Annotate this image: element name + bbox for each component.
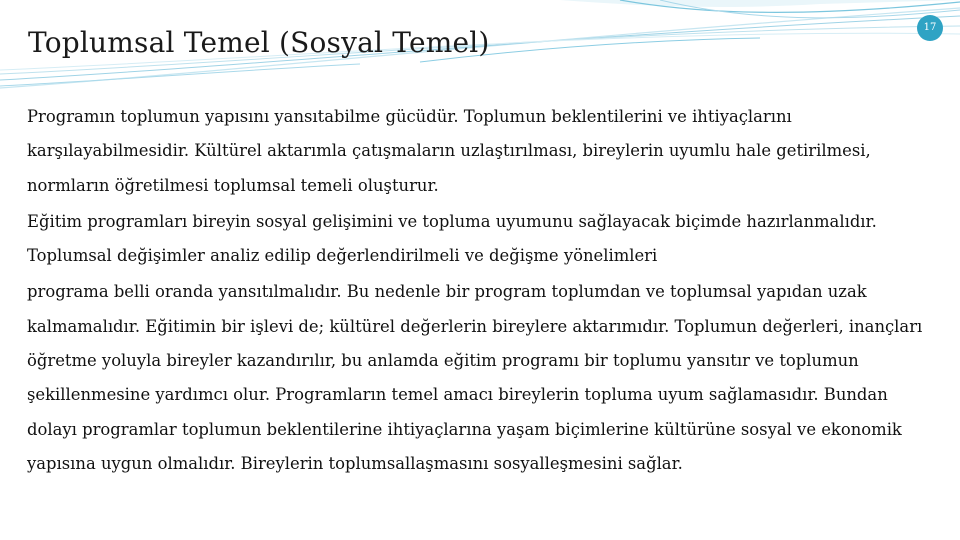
paragraph-2: Eğitim programları bireyin sosyal gelişimini ve topluma uyumunu sağlayacak biçimde hazırlanmalıdır. Toplumsal değişimler analiz edilip değerlendirilmeli ve değişme yönelimleri [27,211,877,266]
slide-title: Toplumsal Temel (Sosyal Temel) [28,26,490,59]
paragraph-1: Programın toplumun yapısını yansıtabilme gücüdür. Toplumun beklentilerini ve ihtiyaçlarını karşılayabilmesidir. Kültürel aktarımla çatışmaların uzlaştırılması, bireylerin uyumlu hale getirilmesi, normların öğretilmesi toplumsal temeli oluşturur. [27,107,871,195]
paragraph-3: programa belli oranda yansıtılmalıdır. Bu nedenle bir program toplumdan ve toplumsal yapıdan uzak kalmamalıdır. Eğitimin bir işlevi de; kültürel değerlerin bireylere aktarımıdır. Toplumun değerleri, inançları öğretme yoluyla bireyler kazandırılır, bu anlamda eğitim programı bir toplumu yansıtır ve toplumun şekillenmesine yardımcı olur. Programların temel amacı bireylerin topluma uyum sağlamasıdır. Bundan dolayı programlar toplumun beklentilerine ihtiyaçlarına yaşam biçimlerine kültürüne sosyal ve ekonomik yapısına uygun olmalıdır. Bireylerin toplumsallaşmasını sosyalleşmesini sağlar. [27,282,923,473]
slide-body [27,100,932,481]
page-number-badge: 17 [917,15,943,41]
